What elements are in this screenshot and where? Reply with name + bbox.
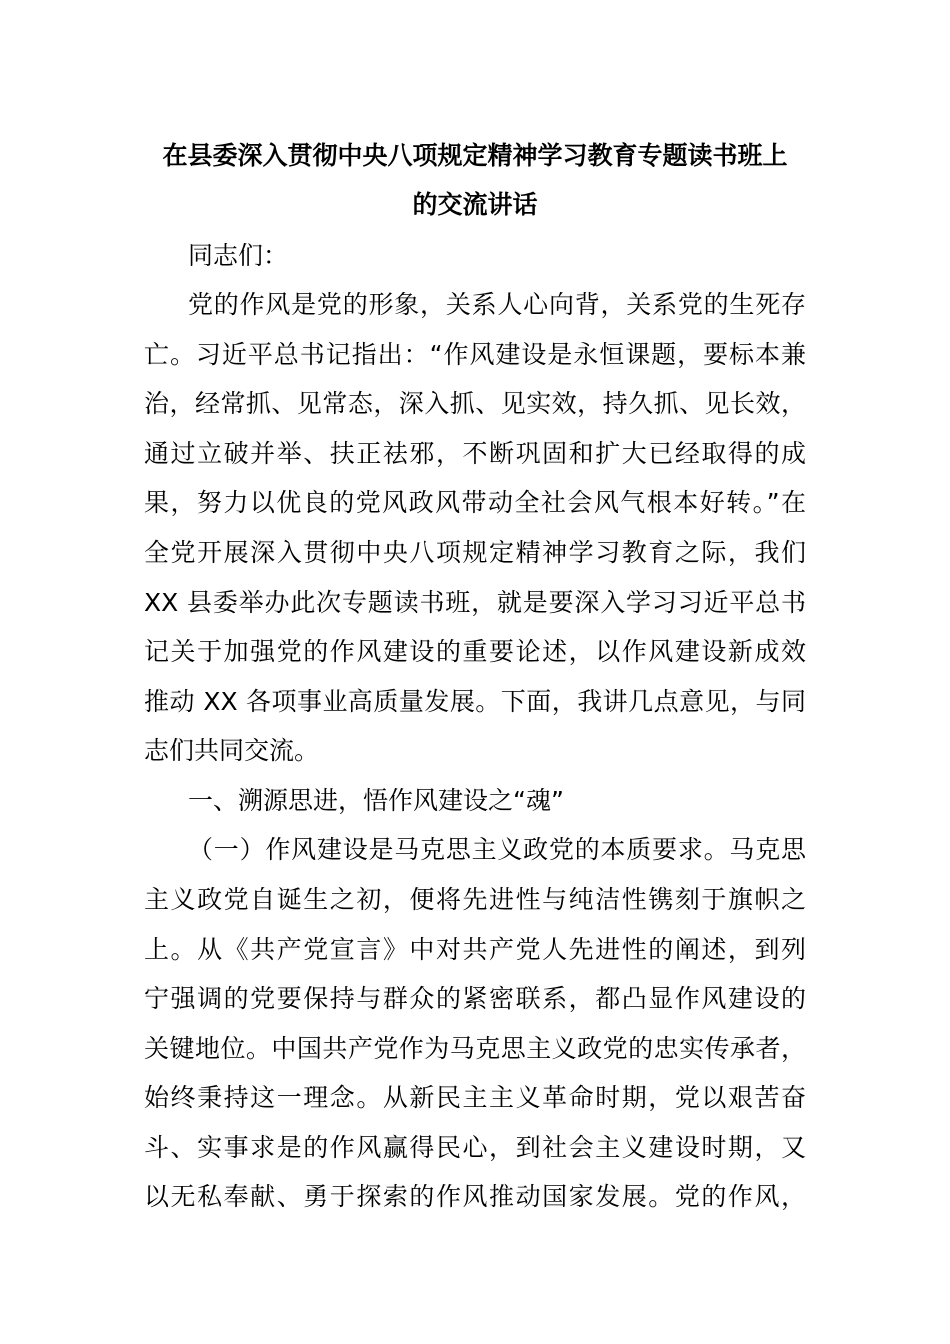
paragraph-line: 上。从《共产党宣言》中对共产党人先进性的阐述，到列 bbox=[144, 935, 806, 964]
paragraph-line: 斗、实事求是的作风赢得民心，到社会主义建设时期，又 bbox=[144, 1133, 806, 1162]
paragraph-line: 推动 XX 各项事业高质量发展。下面，我讲几点意见，与同 bbox=[144, 687, 806, 716]
paragraph-line: 治，经常抓、见常态，深入抓、见实效，持久抓、见长效， bbox=[144, 389, 806, 418]
paragraph-line: 以无私奉献、勇于探索的作风推动国家发展。党的作风， bbox=[144, 1182, 806, 1211]
document-title-line-1: 在县委深入贯彻中央八项规定精神学习教育专题读书班上 bbox=[162, 141, 788, 170]
paragraph-line: 记关于加强党的作风建设的重要论述，以作风建设新成效 bbox=[144, 637, 806, 666]
paragraph-line: 果，努力以优良的党风政风带动全社会风气根本好转。”在 bbox=[144, 488, 806, 517]
paragraph-line: 关键地位。中国共产党作为马克思主义政党的忠实传承者， bbox=[144, 1034, 806, 1063]
section-heading: 一、溯源思进，悟作风建设之“魂” bbox=[188, 786, 564, 815]
document-title-line-2: 的交流讲话 bbox=[412, 190, 538, 219]
paragraph-line: 党的作风是党的形象，关系人心向背，关系党的生死存 bbox=[188, 290, 806, 319]
paragraph-line: 主义政党自诞生之初，便将先进性与纯洁性镌刻于旗帜之 bbox=[144, 885, 806, 914]
salutation: 同志们： bbox=[188, 241, 289, 270]
paragraph-line: 宁强调的党要保持与群众的紧密联系，都凸显作风建设的 bbox=[144, 984, 806, 1013]
paragraph-line: （一）作风建设是马克思主义政党的本质要求。马克思 bbox=[188, 835, 806, 864]
paragraph-line: 志们共同交流。 bbox=[144, 736, 320, 765]
paragraph-line: 全党开展深入贯彻中央八项规定精神学习教育之际，我们 bbox=[144, 538, 806, 567]
paragraph-line: XX 县委举办此次专题读书班，就是要深入学习习近平总书 bbox=[144, 588, 806, 617]
paragraph-line: 通过立破并举、扶正祛邪，不断巩固和扩大已经取得的成 bbox=[144, 439, 806, 468]
paragraph-line: 始终秉持这一理念。从新民主主义革命时期，党以艰苦奋 bbox=[144, 1083, 806, 1112]
paragraph-line: 亡。习近平总书记指出：“作风建设是永恒课题，要标本兼 bbox=[144, 340, 806, 369]
